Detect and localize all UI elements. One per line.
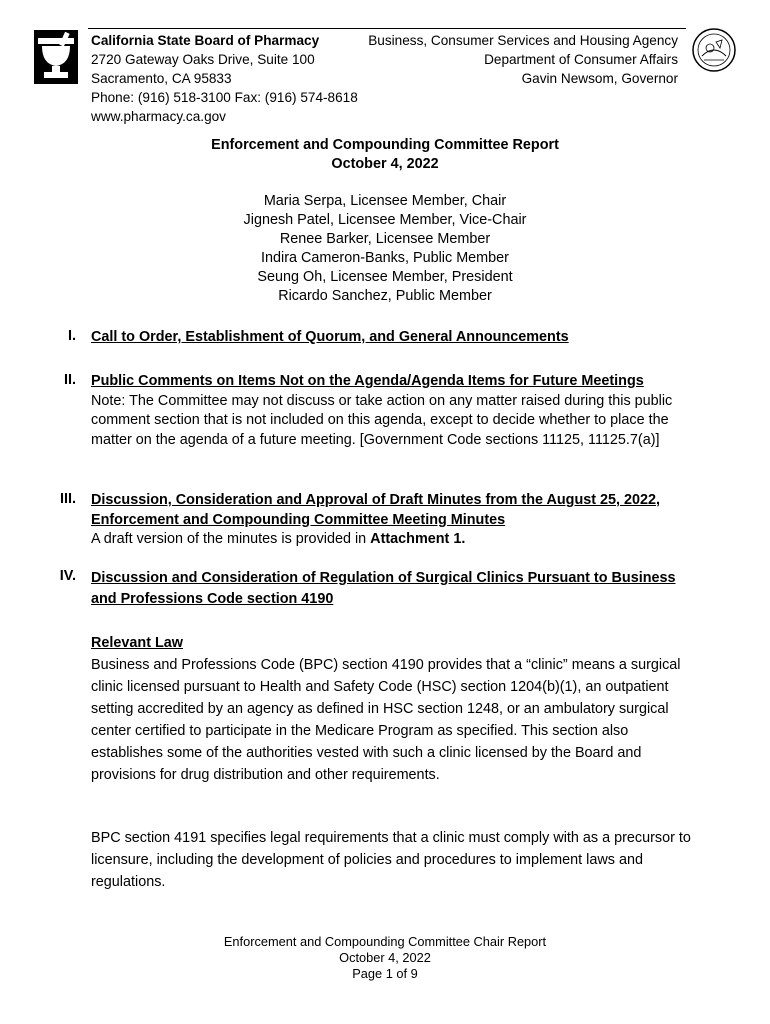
california-state-seal-icon [692,28,736,72]
section-4-title-line-2: and Professions Code section 4190 [91,591,334,607]
section-3 [91,491,701,550]
section-3-number: III. [60,491,76,507]
address-line-1: 2720 Gateway Oaks Drive, Suite 100 [91,52,315,67]
section-4-number: IV. [59,568,76,584]
section-1-title: Call to Order, Establishment of Quorum, and General Announcements [91,329,569,345]
attachment-reference: Attachment 1. [370,531,466,547]
section-4-title-line-1: Discussion and Consideration of Regulation of Surgical Clinics Pursuant to Business [91,570,676,586]
relevant-law-paragraph-1: Business and Professions Code (BPC) section 4190 provides that a “clinic” means a surgical clinic licensed pursuant to Health and Safety Code (HSC) section 1204(b)(1), an outpatient setting accredited by an agency as defined in HSC section 1248, or an ambulatory surgical center certified to participate in the Medicare Program as specified. This section also establishes some of the authorities vested with such a clinic licensed by the Board and provisions for drug distribution and other requirements. [91,657,681,783]
member-3: Renee Barker, Licensee Member [279,231,491,247]
section-1-number: I. [68,328,76,344]
relevant-law-heading: Relevant Law [91,635,183,651]
footer-date: October 4, 2022 [339,950,431,965]
member-5: Seung Oh, Licensee Member, President [257,269,513,285]
report-title: Enforcement and Compounding Committee Report [211,137,559,153]
relevant-law-paragraph-2: BPC section 4191 specifies legal requirements that a clinic must comply with as a precursor to licensure, including the development of policies and procedures to implement laws and regulations. [91,830,691,890]
section-3-title-line-2: Enforcement and Compounding Committee Meeting Minutes [91,511,506,528]
relevant-law-block [91,632,701,786]
section-2-body: Note: The Committee may not discuss or take action on any matter raised during this public comment section that is not included on this agenda, except to decide whether to place the matter on the agenda of a future meeting. [Government Code sections 11125, 11125.7(a)] [91,392,673,448]
website-link[interactable]: www.pharmacy.ca.gov [91,109,226,124]
page-number: Page 1 of 9 [352,966,418,981]
report-date: October 4, 2022 [331,156,439,172]
phone-fax: Phone: (916) 518-3100 Fax: (916) 574-8618 [91,90,358,105]
department-name: Department of Consumer Affairs [484,52,678,67]
section-3-title-line-1: Discussion, Consideration and Approval of Draft Minutes from the August 25, 2022, [91,492,661,508]
member-6: Ricardo Sanchez, Public Member [278,288,492,304]
section-3-body-text: A draft version of the minutes is provided in [91,531,371,547]
agency-name: Business, Consumer Services and Housing Agency [368,33,678,48]
section-1 [91,328,701,348]
member-1: Maria Serpa, Licensee Member, Chair [263,193,507,209]
section-4 [91,568,701,610]
header-rule [88,28,686,29]
footer-title: Enforcement and Compounding Committee Chair Report [223,934,547,949]
section-2 [91,372,701,450]
governor-name: Gavin Newsom, Governor [521,71,678,86]
member-2: Jignesh Patel, Licensee Member, Vice-Chair [243,212,527,228]
mortar-pestle-logo-icon [34,30,78,84]
section-3-body [91,530,701,550]
address-line-2: Sacramento, CA 95833 [91,71,232,86]
member-4: Indira Cameron-Banks, Public Member [261,250,509,266]
org-name: California State Board of Pharmacy [91,33,320,48]
section-2-number: II. [64,372,76,388]
section-2-title: Public Comments on Items Not on the Agenda/Agenda Items for Future Meetings [91,373,644,389]
